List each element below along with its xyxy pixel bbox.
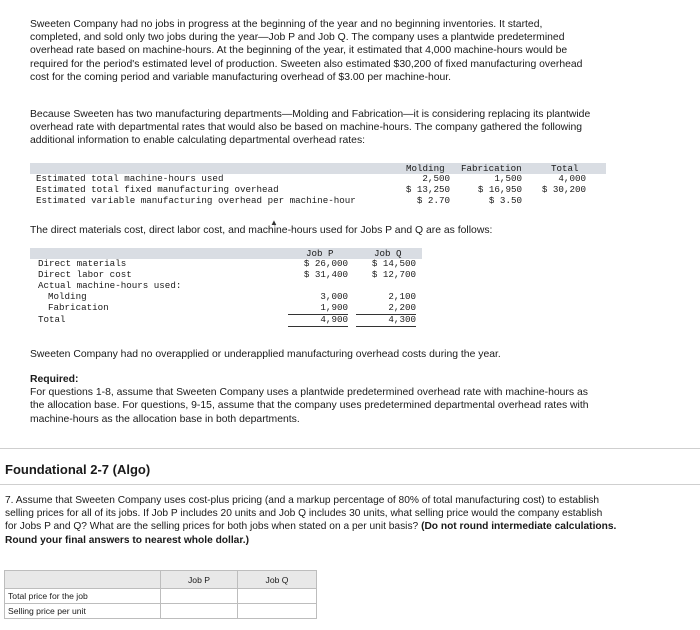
total-underline [356, 326, 416, 327]
intro-line: overhead rate with departmental rates that would also be based on machine-hours. The company gathered the following [30, 122, 583, 134]
answer-header-job-p: Job P [161, 571, 238, 589]
intro-line: required for the period's estimated level of production. Sweeten also estimated $30,200 of fixed manufacturing overhead [30, 58, 583, 70]
no-over-under-text: Sweeten Company had no overapplied or underapplied manufacturing overhead costs during the year. [30, 349, 501, 360]
section-title: Foundational 2-7 (Algo) [5, 462, 151, 477]
intro-line: cost for the coming period and variable manufacturing overhead of $3.00 per machine-hour. [30, 71, 452, 83]
row-label: Fabrication [48, 302, 109, 313]
section-divider [0, 448, 700, 449]
answer-header-job-q: Job Q [238, 571, 317, 589]
table-row [5, 589, 317, 604]
required-block [30, 373, 690, 426]
question-line: selling prices for all of its jobs. If Job P includes 20 units and Job Q includes 30 units, what selling price would the company establish [5, 508, 603, 520]
intro-line: overhead rate based on machine-hours. At the beginning of the year, it estimated that 4,000 machine-hours would be [30, 45, 568, 57]
cell-value: $ 16,950 [477, 184, 522, 195]
rounding-instruction: (Do not round intermediate calculations. [421, 521, 617, 533]
header-job-p: Job P [306, 248, 334, 259]
row-label: Direct materials [38, 258, 127, 269]
cell-value: $ 13,250 [405, 184, 450, 195]
department-table [30, 163, 606, 211]
cell-value: $ 12,700 [371, 269, 416, 280]
question-line-text: for Jobs P and Q? What are the selling prices for both jobs when stated on a per unit basis? [5, 521, 419, 533]
intro-paragraph-1 [30, 18, 690, 84]
question-line: 7. Assume that Sweeten Company uses cost-plus pricing (and a markup percentage of 80% of total manufacturing cost) to establish [5, 495, 600, 506]
cell-value: $ 31,400 [303, 269, 348, 280]
header-job-q: Job Q [374, 248, 402, 259]
intro-paragraph-2 [30, 108, 690, 148]
unit-price-job-p-input[interactable] [161, 604, 238, 619]
table-row [5, 604, 317, 619]
cell-value: 4,000 [558, 173, 586, 184]
required-line: machine-hours as the allocation base in both departments. [30, 413, 300, 425]
cell-value: $ 30,200 [541, 184, 586, 195]
row-label: Direct labor cost [38, 269, 132, 280]
cell-value: $ 2.70 [416, 195, 450, 206]
intro-line: additional information to enable calculating departmental overhead rates: [30, 135, 366, 147]
mouse-cursor-icon: ▲ [270, 218, 278, 227]
cell-value: $ 14,500 [371, 258, 416, 269]
unit-price-job-q-input[interactable] [238, 604, 317, 619]
cell-value: 2,500 [422, 173, 450, 184]
required-title: Required: [30, 374, 79, 385]
row-label: Estimated total machine-hours used [36, 173, 224, 184]
header-fabrication: Fabrication [461, 163, 522, 174]
cell-value: 1,500 [494, 173, 522, 184]
rounding-instruction-line: Round your final answers to nearest whole dollar.) [5, 534, 249, 546]
cell-value: $ 3.50 [488, 195, 522, 206]
answer-header-blank [5, 571, 161, 589]
required-line: the allocation base. For questions, 9-15, assume that the company uses predetermined departmental overhead rates with [30, 400, 589, 412]
jobs-table [30, 248, 422, 334]
question-line [5, 520, 697, 533]
required-line: For questions 1-8, assume that Sweeten Company uses a plantwide predetermined overhead rate with machine-hours as [30, 387, 588, 399]
row-label: Total [38, 314, 66, 325]
row-label: Actual machine-hours used: [38, 280, 182, 291]
answer-row-label: Selling price per unit [5, 604, 161, 619]
header-total: Total [551, 163, 579, 174]
cell-value: $ 26,000 [303, 258, 348, 269]
intro-line: Sweeten Company had no jobs in progress at the beginning of the year and no beginning inventories. It started, [30, 19, 543, 30]
intro-line: Because Sweeten has two manufacturing departments—Molding and Fabrication—it is considering replacing its plantwide [30, 109, 591, 120]
jobs-intro-text: The direct materials cost, direct labor cost, and machine-hours used for Jobs P and Q are as follows: [30, 225, 493, 236]
section-divider [0, 484, 700, 485]
cell-value: 1,900 [320, 302, 348, 313]
total-underline [288, 326, 348, 327]
cell-value: 2,100 [388, 291, 416, 302]
cell-value: 2,200 [388, 302, 416, 313]
cell-value: 4,300 [388, 314, 416, 325]
total-price-job-p-input[interactable] [161, 589, 238, 604]
row-label: Estimated total fixed manufacturing overhead [36, 184, 279, 195]
total-price-job-q-input[interactable] [238, 589, 317, 604]
answer-header-row [5, 571, 317, 589]
cell-value: 4,900 [320, 314, 348, 325]
answer-table [4, 570, 317, 619]
cell-value: 3,000 [320, 291, 348, 302]
row-label: Estimated variable manufacturing overhead per machine-hour [36, 195, 356, 206]
header-molding: Molding [406, 163, 445, 174]
answer-row-label: Total price for the job [5, 589, 161, 604]
question-block [5, 494, 697, 547]
row-label: Molding [48, 291, 87, 302]
intro-line: completed, and sold only two jobs during the year—Job P and Job Q. The company uses a plantwide predetermined [30, 32, 565, 44]
